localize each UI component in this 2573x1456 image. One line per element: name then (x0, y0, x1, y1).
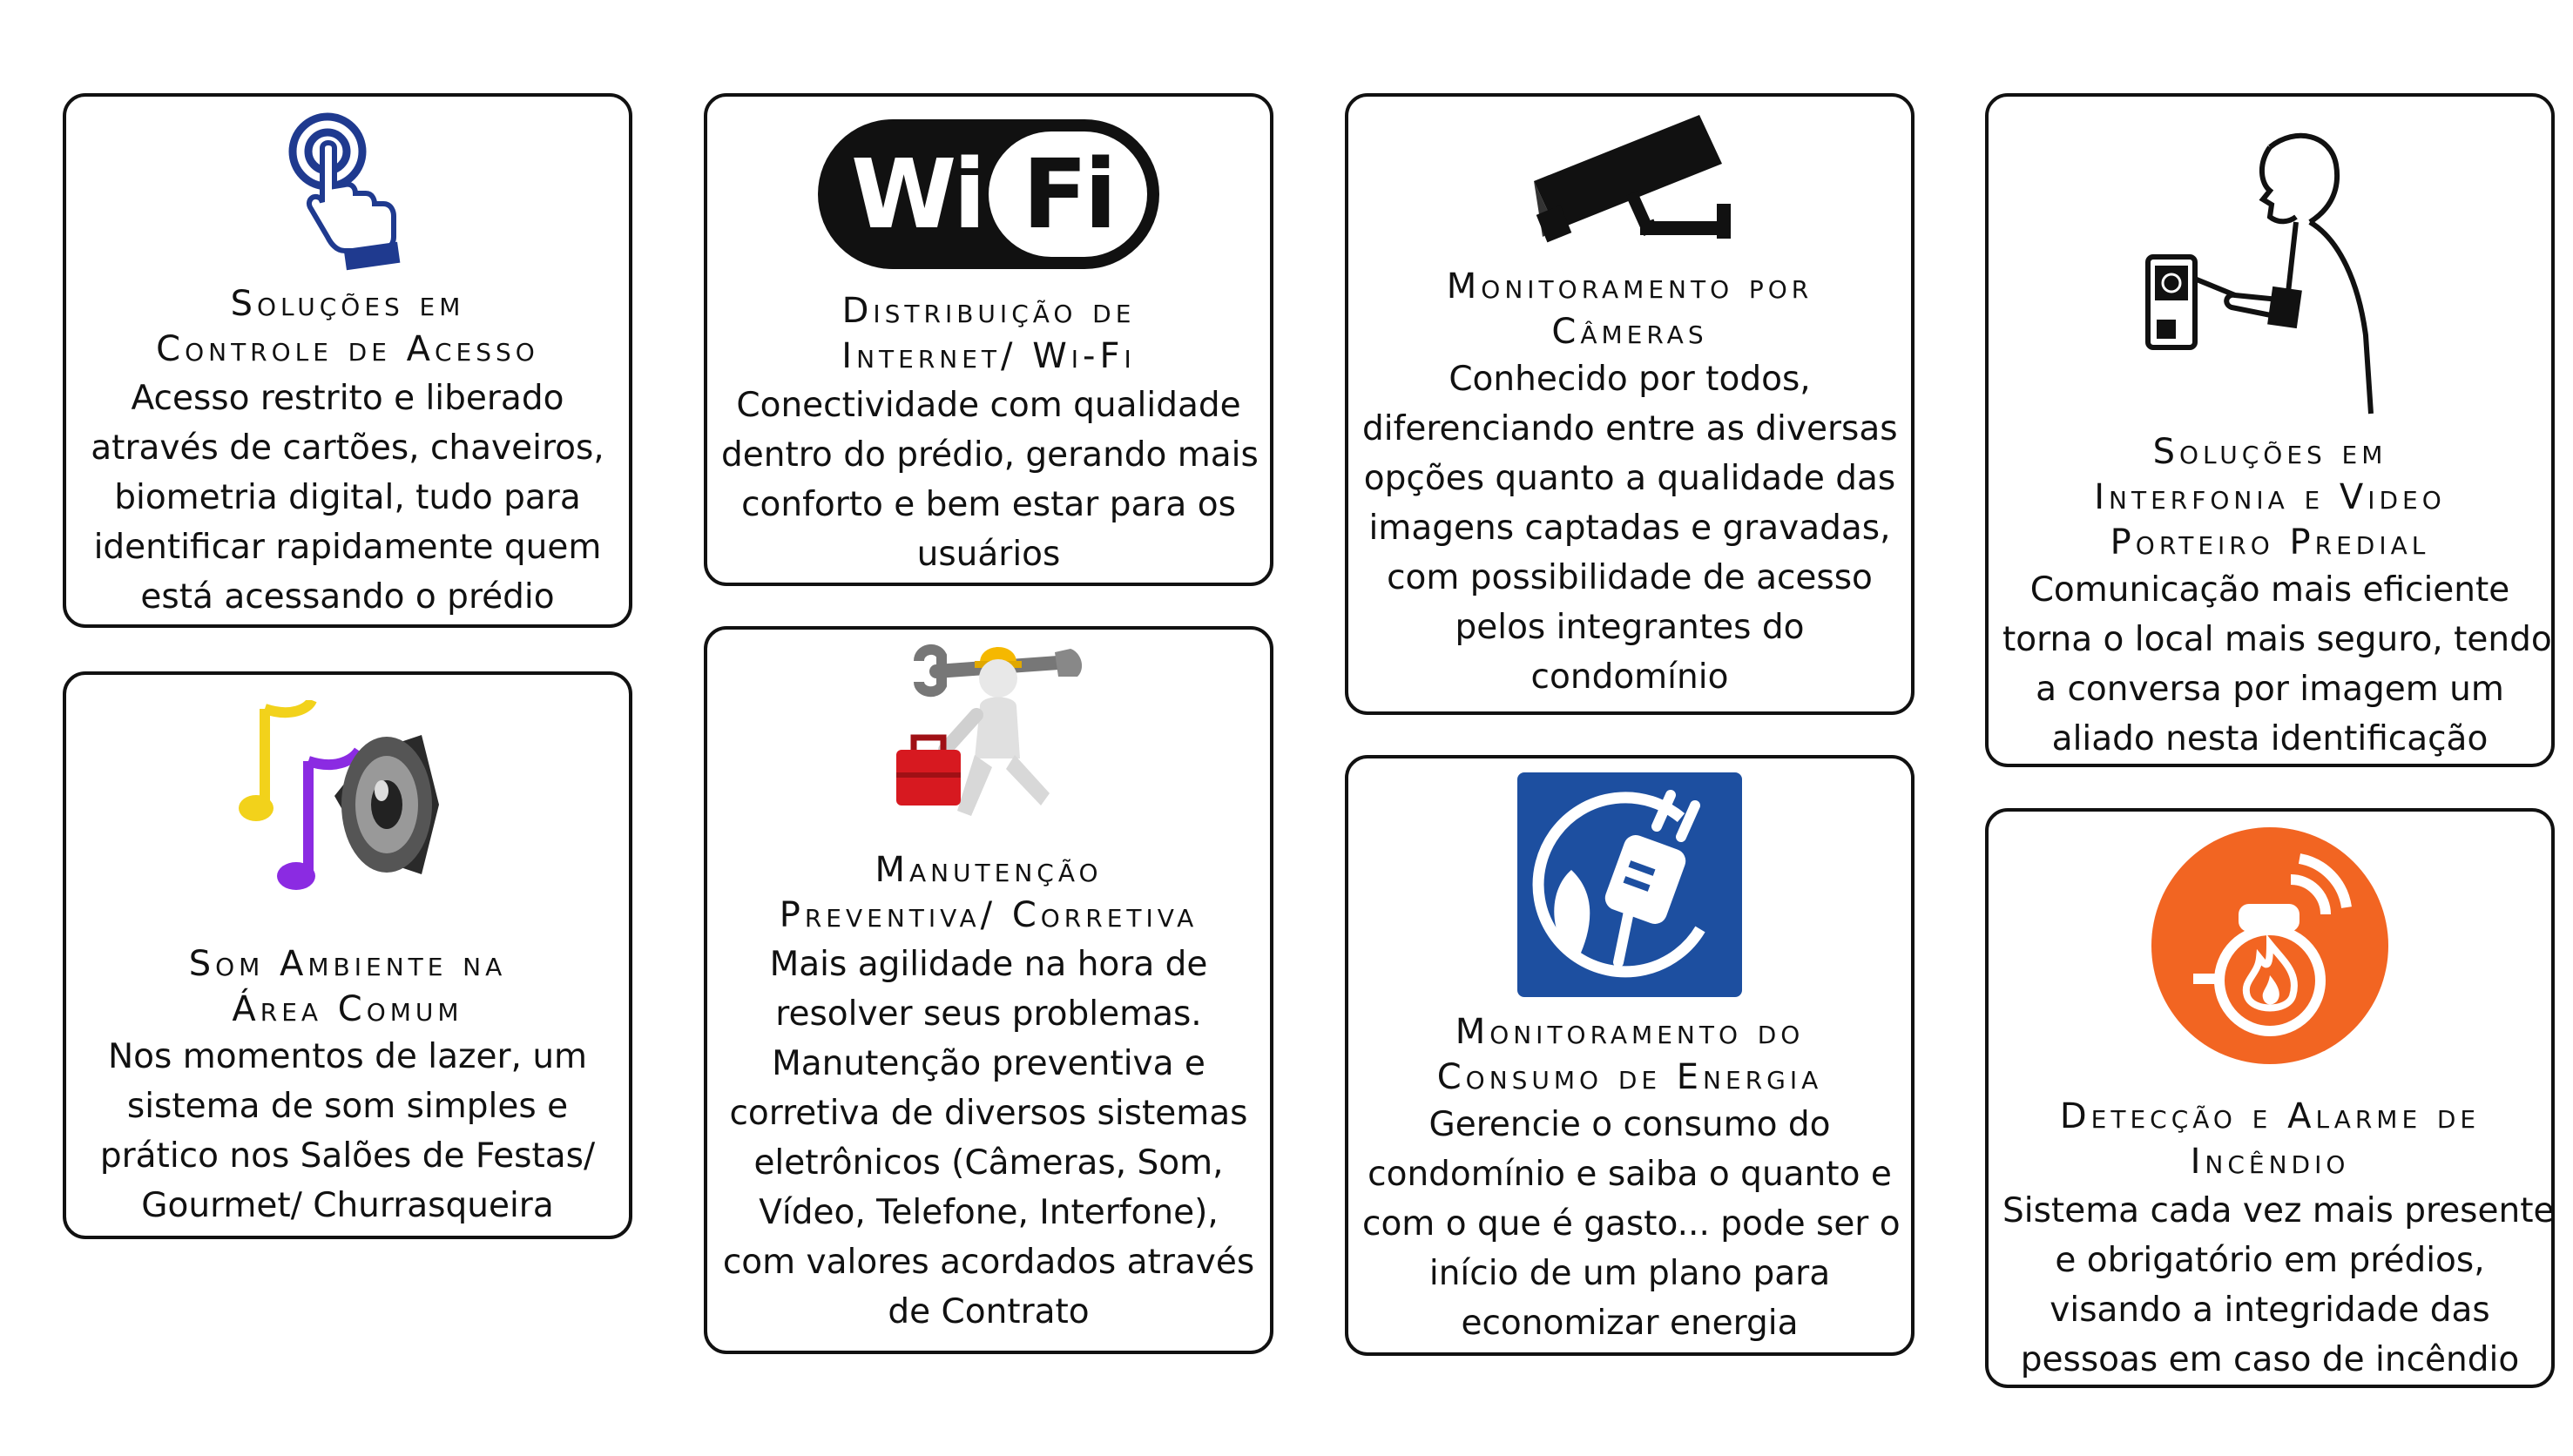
card-interfonia (1985, 93, 2555, 767)
card-controle-acesso (63, 93, 632, 628)
card-incendio (1985, 808, 2555, 1388)
card-title: Monitoramento por Câmeras (1446, 266, 1813, 352)
card-title: Distribuição de Internet/ Wi-Fi (841, 291, 1136, 376)
card-title: Manutenção Preventiva/ Corretiva (779, 850, 1199, 935)
card-description: Conhecido por todos, diferenciando entre as diversas opções quanto a qualidade das imagens captadas e gravadas, com possibilidade de acesso pelos integrantes do condomínio (1362, 360, 1898, 697)
touch-hand-icon (66, 102, 629, 276)
wifi-logo-icon (707, 116, 1270, 273)
card-wifi (704, 93, 1273, 586)
card-title: Soluções em Interfonia e Video Porteiro Predial (2094, 432, 2446, 563)
card-manutencao (704, 626, 1273, 1354)
speaker-music-icon (66, 696, 629, 913)
card-title: Som Ambiente na Área Comum (188, 944, 507, 1029)
card-description: Gerencie o consumo do condomínio e saiba o quanto e com o que é gasto... pode ser o início de um plano para economizar energia (1362, 1105, 1901, 1343)
card-title: Detecção e Alarme de Incêndio (2059, 1096, 2481, 1182)
card-description: Conectividade com qualidade dentro do prédio, gerando mais conforto e bem estar para os usuários (721, 386, 1259, 574)
card-som-ambiente (63, 671, 632, 1239)
card-energia (1345, 755, 1915, 1356)
card-description: Comunicação mais eficiente torna o local mais seguro, tendo a conversa por imagem um aliado nesta identificação (2002, 570, 2552, 758)
wifi-logo-fi: Fi (1022, 138, 1114, 250)
card-description: Nos momentos de lazer, um sistema de som simples e prático nos Salões de Festas/ Gourmet/ Churrasqueira (99, 1037, 596, 1225)
security-camera-icon (1348, 102, 1911, 259)
card-description: Mais agilidade na hora de resolver seus problemas. Manutenção preventiva e corretiva de diversos sistemas eletrônicos (Câmeras, Som, Vídeo, Telefone, Interfone), com valores acordados através de Contrato (722, 945, 1255, 1331)
fire-alarm-icon (1989, 827, 2551, 1064)
card-title: Monitoramento do Consumo de Energia (1436, 1012, 1823, 1097)
card-description: Acesso restrito e liberado através de cartões, chaveiros, biometria digital, tudo para identificar rapidamente quem está acessando o prédio (91, 379, 604, 617)
card-cameras (1345, 93, 1915, 715)
wifi-logo-wi: Wi (851, 138, 983, 250)
intercom-person-icon (1989, 126, 2551, 422)
energy-plug-icon (1348, 771, 1911, 999)
card-description: Sistema cada vez mais presente e obrigatório em prédios, visando a integridade das pessoas em caso de incêndio (2002, 1191, 2555, 1379)
worker-wrench-icon (707, 637, 1270, 828)
card-title: Soluções em Controle de Acesso (156, 284, 539, 369)
